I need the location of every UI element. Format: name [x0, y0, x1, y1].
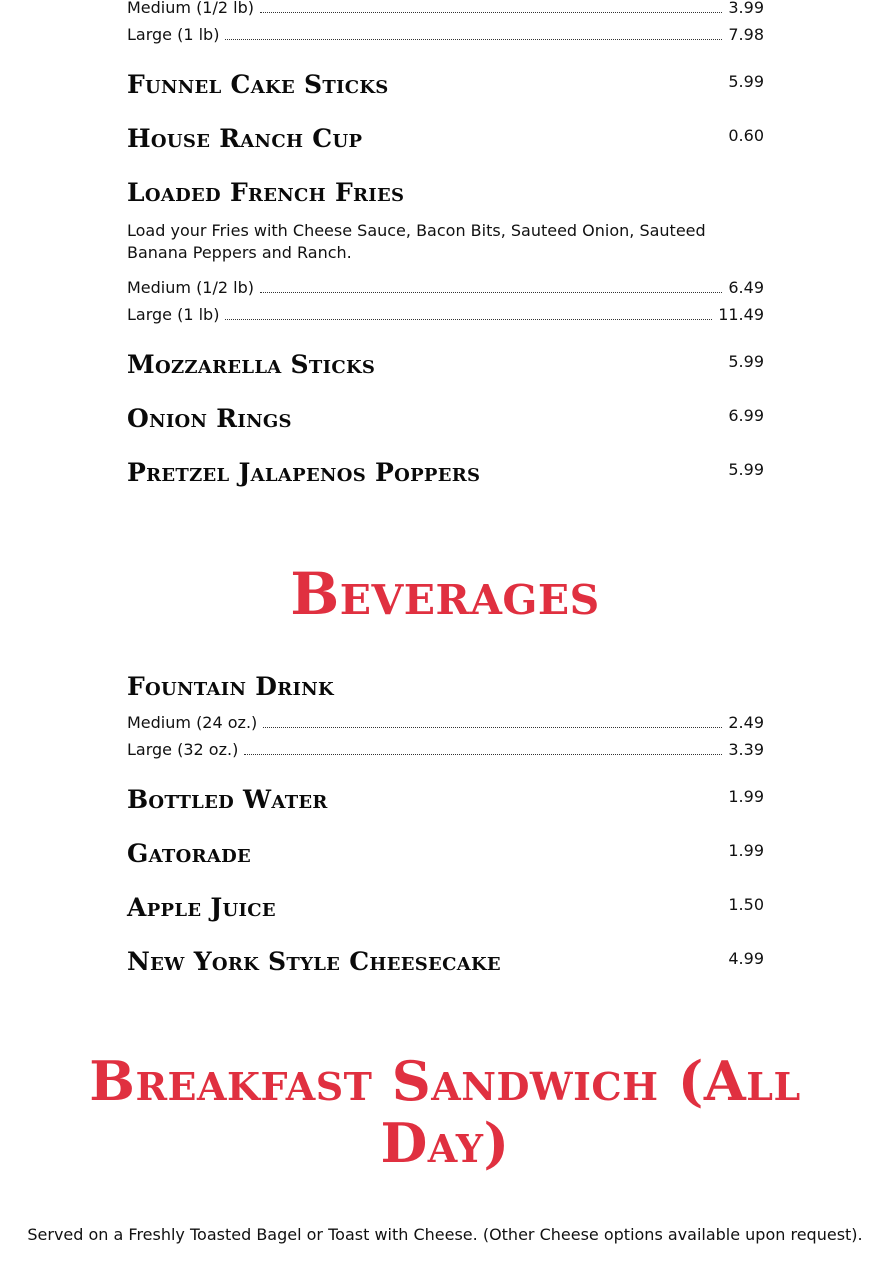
dot-leader [260, 12, 722, 13]
item-name: Gatorade [127, 839, 252, 868]
item-price: 1.99 [728, 787, 764, 806]
menu-column [127, 0, 764, 1000]
item-name: Apple Juice [127, 893, 276, 922]
size-price: 7.98 [728, 25, 764, 44]
item-name: Fountain Drink [127, 672, 334, 701]
size-label: Large (1 lb) [127, 305, 220, 324]
item-name: Pretzel Jalapenos Poppers [127, 458, 481, 487]
size-row [127, 25, 764, 45]
size-price: 6.49 [728, 278, 764, 297]
item-name: New York Style Cheesecake [127, 947, 501, 976]
item-price: 4.99 [728, 949, 764, 968]
item-price: 5.99 [728, 460, 764, 479]
item-price: 6.99 [728, 406, 764, 425]
item-name: House Ranch Cup [127, 124, 363, 153]
dot-leader [225, 39, 722, 40]
section-note: Served on a Freshly Toasted Bagel or Toast with Cheese. (Other Cheese options available upon request). [27, 1225, 863, 1244]
section-title-line: Breakfast Sandwich (All [89, 1049, 801, 1113]
item-price: 5.99 [728, 72, 764, 91]
size-price: 11.49 [718, 305, 764, 324]
size-row [127, 0, 764, 18]
size-price: 3.39 [728, 740, 764, 759]
size-label: Medium (1/2 lb) [127, 278, 254, 297]
size-row [127, 740, 764, 760]
dot-leader [225, 319, 712, 320]
item-price: 1.99 [728, 841, 764, 860]
section-title-breakfast [0, 1050, 890, 1174]
item-name: Mozzarella Sticks [127, 350, 376, 379]
size-row [127, 278, 764, 298]
item-price: 1.50 [728, 895, 764, 914]
item-description: Load your Fries with Cheese Sauce, Bacon Bits, Sauteed Onion, Sauteed Banana Peppers and Ranch. [127, 221, 706, 262]
section-title-beverages: Beverages [290, 560, 600, 628]
dot-leader [260, 292, 722, 293]
item-name: Bottled Water [127, 785, 328, 814]
item-name: Funnel Cake Sticks [127, 70, 389, 99]
dot-leader [263, 727, 722, 728]
size-label: Medium (1/2 lb) [127, 0, 254, 17]
size-price: 3.99 [728, 0, 764, 17]
item-name: Loaded French Fries [127, 178, 405, 207]
item-price: 5.99 [728, 352, 764, 371]
size-row [127, 305, 764, 325]
size-label: Large (32 oz.) [127, 740, 239, 759]
section-title-line: Day) [380, 1111, 510, 1175]
size-price: 2.49 [728, 713, 764, 732]
dot-leader [244, 754, 722, 755]
size-row [127, 713, 764, 733]
item-name: Onion Rings [127, 404, 292, 433]
item-price: 0.60 [728, 126, 764, 145]
size-label: Large (1 lb) [127, 25, 220, 44]
size-label: Medium (24 oz.) [127, 713, 258, 732]
